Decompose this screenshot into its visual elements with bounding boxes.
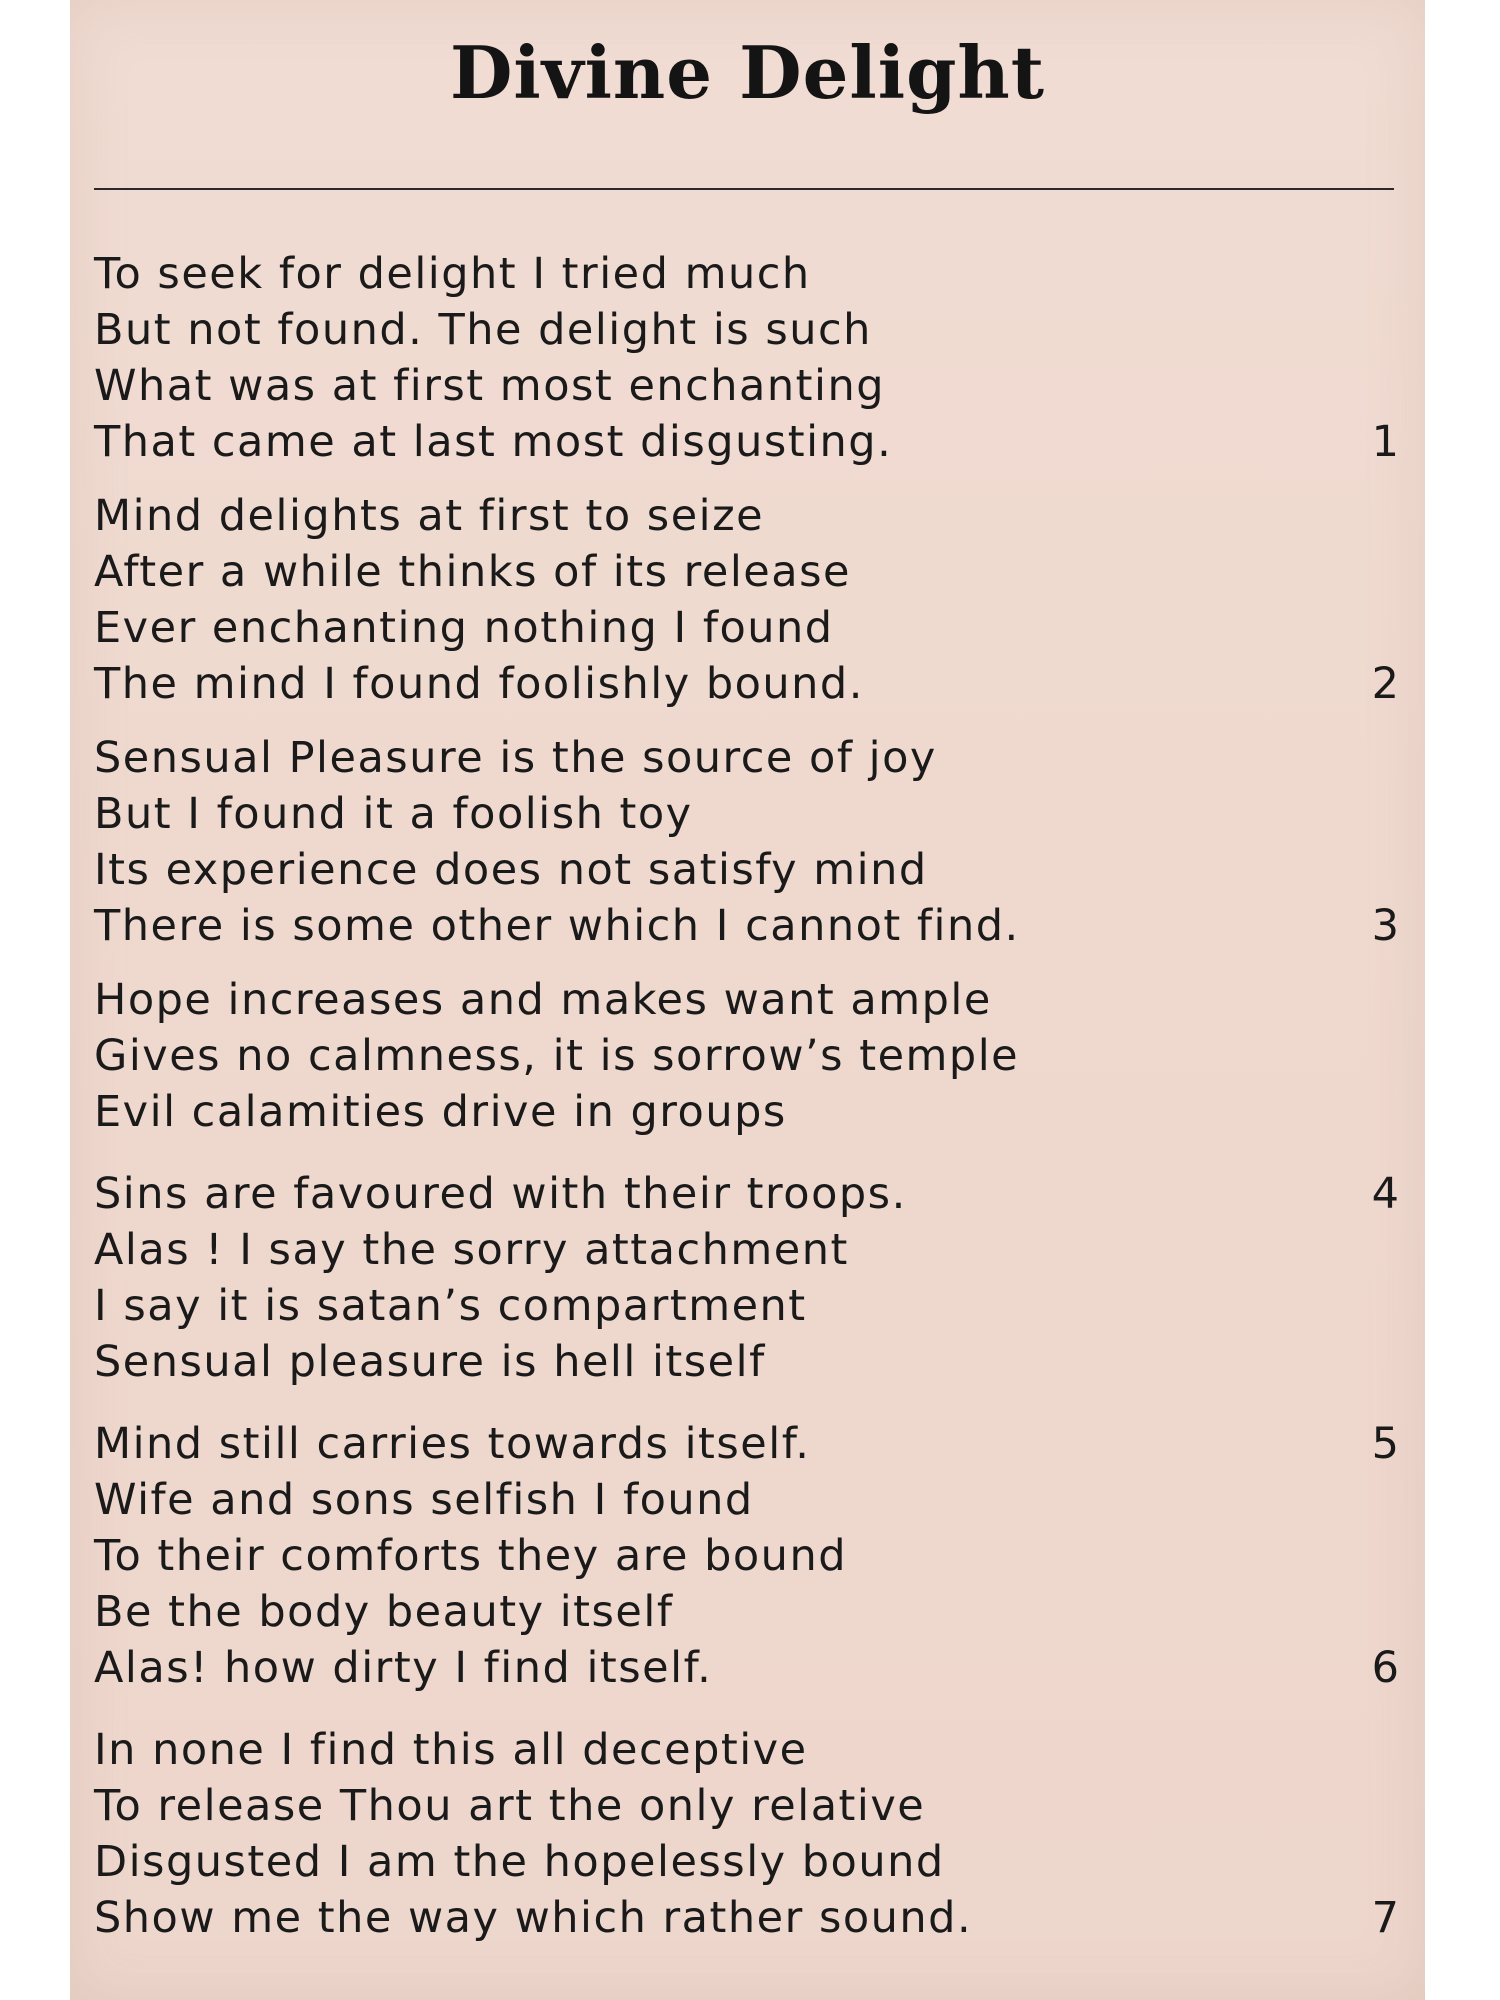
poem-line: There is some other which I cannot find. [94,901,1020,951]
poem-line: Gives no calmness, it is sorrow’s temple [94,1031,1020,1081]
poem-line: Alas! how dirty I find itself. [94,1643,713,1693]
poem-line: In none I find this all deceptive [94,1725,808,1775]
poem-line: But not found. The delight is such [94,305,872,355]
poem-line: Hope increases and makes want ample [94,975,992,1025]
poem-line: Mind still carries towards itself. [94,1419,811,1469]
poem-line: Its experience does not satisfy mind [94,845,928,895]
poem-line: I say it is satan’s compartment [94,1281,807,1331]
poem-line: Show me the way which rather sound. [94,1893,973,1943]
poem-line: Sins are favoured with their troops. [94,1169,907,1219]
poem-line: Sensual Pleasure is the source of joy [94,733,937,783]
book-page [70,0,1425,2000]
title-divider [94,188,1394,190]
poem-line: To seek for delight I tried much [94,249,811,299]
poem-line: Be the body beauty itself [94,1587,674,1637]
poem-line: Sensual pleasure is hell itself [94,1337,766,1387]
poem-line: To their comforts they are bound [94,1531,847,1581]
stanza-number: 6 [1371,1643,1399,1693]
poem-line: Wife and sons selfish I found [94,1475,754,1525]
poem-line: Ever enchanting nothing I found [94,603,834,653]
poem-line: What was at first most enchanting [94,361,885,411]
poem-line: Evil calamities drive in groups [94,1087,787,1137]
poem-line: Alas ! I say the sorry attachment [94,1225,849,1275]
poem-line: After a while thinks of its release [94,547,851,597]
poem-line: The mind I found foolishly bound. [94,659,864,709]
stanza-number: 2 [1371,659,1399,709]
stanza-number: 5 [1371,1419,1399,1469]
stanza-number: 4 [1371,1169,1399,1219]
poem-line: But I found it a foolish toy [94,789,693,839]
stanza-number: 3 [1371,901,1399,951]
poem-line: Mind delights at first to seize [94,491,765,541]
stanza-number: 1 [1371,417,1399,467]
poem-title: Divine Delight [449,30,1046,115]
stanza-number: 7 [1371,1893,1399,1943]
poem-line: Disgusted I am the hopelessly bound [94,1837,945,1887]
poem-line: That came at last most disgusting. [94,417,893,467]
poem-line: To release Thou art the only relative [94,1781,926,1831]
